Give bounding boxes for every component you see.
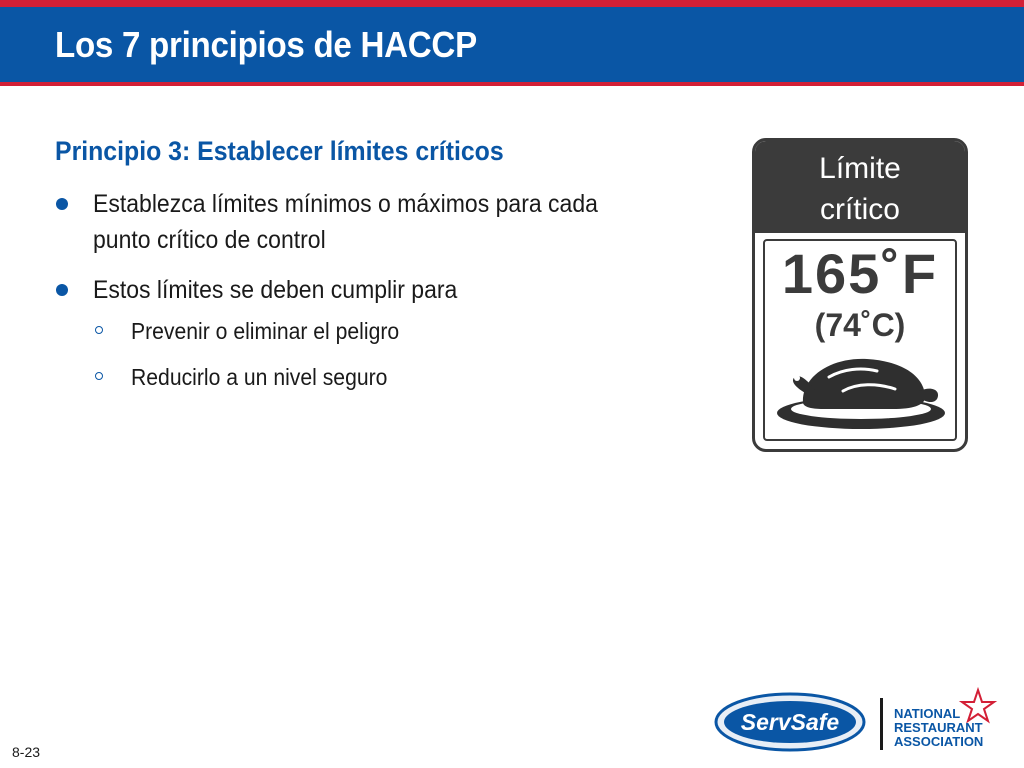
- critical-limit-sign: [752, 138, 968, 452]
- sign-header-line1: Límite: [819, 152, 901, 185]
- logo-divider: [880, 698, 883, 750]
- sign-header: [755, 141, 965, 233]
- bullet-text: Estos límites se deben cumplir para: [93, 276, 458, 304]
- title-bar-bottom-stripe: [0, 82, 1024, 86]
- sign-header-line2: crítico: [819, 193, 900, 226]
- slide-title: Los 7 principios de HACCP: [55, 24, 477, 65]
- temperature-fahrenheit: 165˚F: [781, 242, 939, 305]
- page-number: 8-23: [12, 744, 41, 760]
- sub-bullet-item: [93, 360, 625, 394]
- temperature-celsius: (74˚C): [814, 307, 906, 343]
- bullet-item: [55, 186, 625, 258]
- star-icon: [962, 690, 994, 721]
- bullet-dot-icon: [56, 198, 68, 210]
- bullet-item: [55, 272, 625, 394]
- bullet-dot-icon: [56, 284, 68, 296]
- footer-logos: [712, 686, 1012, 758]
- nra-line3: ASSOCIATION: [894, 734, 984, 749]
- sub-bullet-ring-icon: [95, 372, 103, 380]
- principle-heading: Principio 3: Establecer límites críticos: [55, 136, 504, 166]
- sub-bullet-list: [93, 314, 625, 394]
- sub-bullet-text: Prevenir o eliminar el peligro: [131, 318, 400, 344]
- servsafe-logo-text: ServSafe: [740, 709, 840, 735]
- title-bar: [0, 0, 1024, 86]
- bullet-list: [55, 186, 625, 408]
- title-bar-top-stripe: [0, 0, 1024, 7]
- nra-line2: RESTAURANT: [894, 720, 983, 735]
- sub-bullet-text: Reducirlo a un nivel seguro: [131, 364, 388, 390]
- servsafe-logo: [716, 694, 864, 750]
- nra-logo: [894, 690, 994, 749]
- roast-chicken-icon: [773, 347, 949, 433]
- sub-bullet-ring-icon: [95, 326, 103, 334]
- nra-line1: NATIONAL: [894, 706, 961, 721]
- sub-bullet-item: [93, 314, 625, 348]
- bullet-text: Establezca límites mínimos o máximos para cada punto crítico de control: [93, 190, 598, 254]
